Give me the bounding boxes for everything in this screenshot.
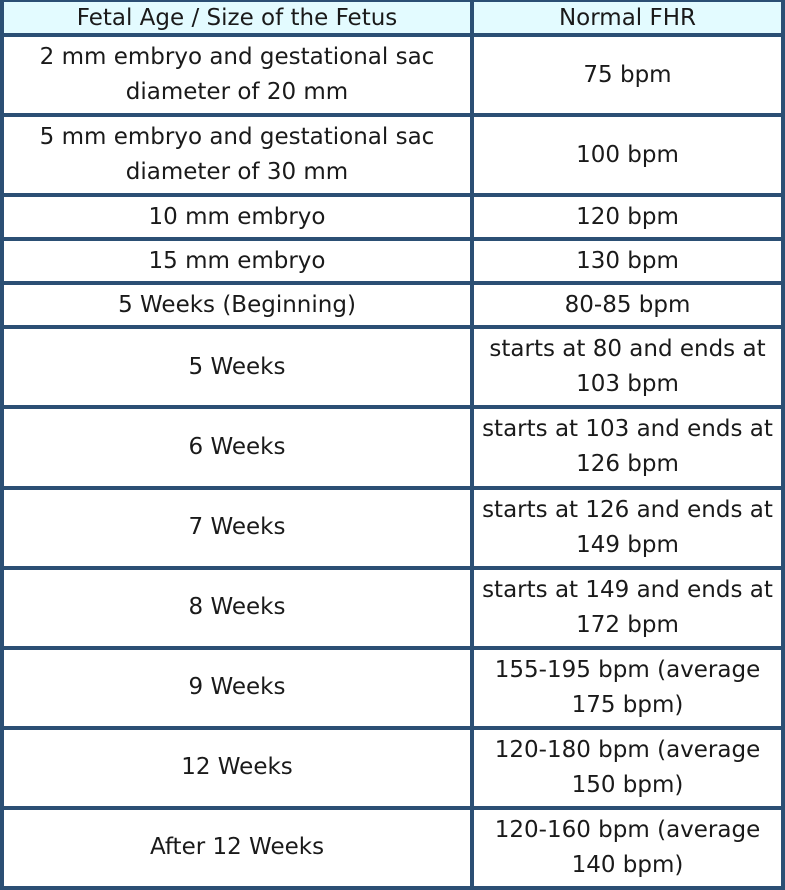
fhr-cell: 100 bpm bbox=[474, 117, 785, 197]
fhr-cell: starts at 80 and ends at 103 bpm bbox=[474, 329, 785, 409]
fhr-cell: starts at 103 and ends at 126 bpm bbox=[474, 409, 785, 489]
fetal-age-cell: 5 Weeks (Beginning) bbox=[4, 285, 474, 329]
table-row bbox=[4, 329, 785, 409]
fhr-cell: 120-160 bpm (average 140 bpm) bbox=[474, 810, 785, 890]
fetal-age-cell: 10 mm embryo bbox=[4, 197, 474, 241]
fetal-age-cell: 7 Weeks bbox=[4, 490, 474, 570]
table-row bbox=[4, 37, 785, 117]
table-row bbox=[4, 810, 785, 890]
fetal-age-cell: 12 Weeks bbox=[4, 730, 474, 810]
fetal-age-cell: 5 mm embryo and gestational sac diameter of 30 mm bbox=[4, 117, 474, 197]
fhr-cell: 120 bpm bbox=[474, 197, 785, 241]
fhr-cell: 80-85 bpm bbox=[474, 285, 785, 329]
table-row bbox=[4, 285, 785, 329]
fhr-cell: 130 bpm bbox=[474, 241, 785, 285]
table-row bbox=[4, 409, 785, 489]
table-row bbox=[4, 490, 785, 570]
fetal-age-cell: 8 Weeks bbox=[4, 570, 474, 650]
table-row bbox=[4, 570, 785, 650]
table-header-row bbox=[4, 2, 785, 37]
column-header-fetal-age: Fetal Age / Size of the Fetus bbox=[4, 2, 474, 37]
fhr-cell: 120-180 bpm (average 150 bpm) bbox=[474, 730, 785, 810]
fetal-age-cell: After 12 Weeks bbox=[4, 810, 474, 890]
table-row bbox=[4, 117, 785, 197]
table-row bbox=[4, 650, 785, 730]
fetal-age-cell: 5 Weeks bbox=[4, 329, 474, 409]
fhr-cell: starts at 126 and ends at 149 bpm bbox=[474, 490, 785, 570]
column-header-normal-fhr: Normal FHR bbox=[474, 2, 785, 37]
fetal-age-cell: 6 Weeks bbox=[4, 409, 474, 489]
fhr-cell: 75 bpm bbox=[474, 37, 785, 117]
table-row bbox=[4, 197, 785, 241]
fetal-age-cell: 15 mm embryo bbox=[4, 241, 474, 285]
table-row bbox=[4, 241, 785, 285]
fetal-age-cell: 2 mm embryo and gestational sac diameter of 20 mm bbox=[4, 37, 474, 117]
fhr-cell: starts at 149 and ends at 172 bpm bbox=[474, 570, 785, 650]
fhr-cell: 155-195 bpm (average 175 bpm) bbox=[474, 650, 785, 730]
fetal-age-cell: 9 Weeks bbox=[4, 650, 474, 730]
table-row bbox=[4, 730, 785, 810]
